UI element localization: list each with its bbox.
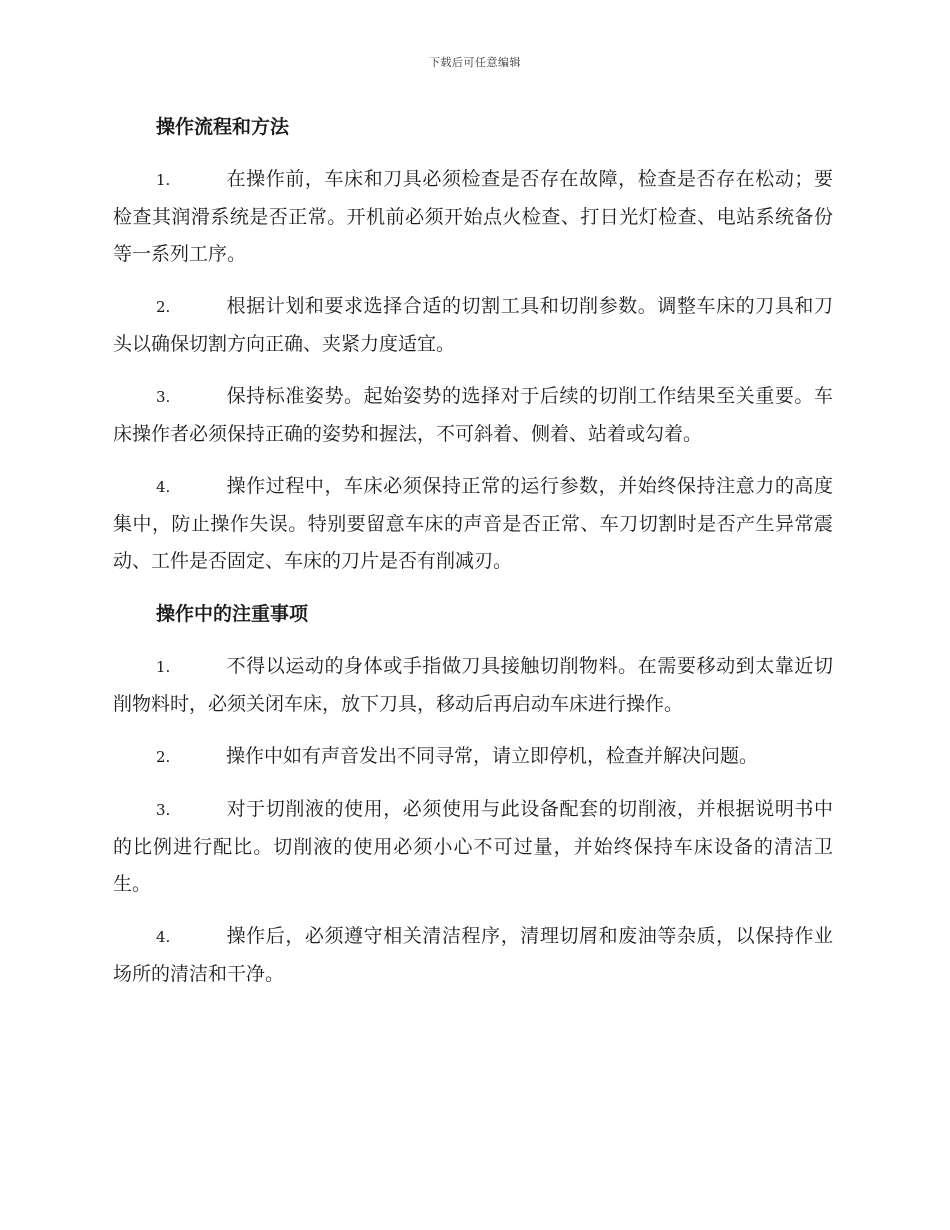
list-text: 保持标准姿势。起始姿势的选择对于后续的切削工作结果至关重要。车床操作者必须保持正确的姿势和握法，不可斜着、侧着、站着或勾着。 bbox=[113, 385, 833, 445]
list-item bbox=[113, 161, 833, 273]
list-item bbox=[113, 468, 833, 580]
list-number: 2. bbox=[156, 748, 171, 766]
page-header-note: 下载后可任意编辑 bbox=[429, 56, 521, 69]
list-text: 在操作前，车床和刀具必须检查是否存在故障，检查是否存在松动；要检查其润滑系统是否正常。开机前必须开始点火检查、打日光灯检查、电站系统备份等一系列工序。 bbox=[113, 168, 833, 265]
list-text: 对于切削液的使用，必须使用与此设备配套的切削液，并根据说明书中的比例进行配比。切削液的使用必须小心不可过量，并始终保持车床设备的清洁卫生。 bbox=[113, 798, 833, 895]
section-title: 操作中的注重事项 bbox=[156, 603, 309, 625]
list-number: 4. bbox=[156, 928, 171, 946]
list-text: 根据计划和要求选择合适的切割工具和切削参数。调整车床的刀具和刀头以确保切割方向正确、夹紧力度适宜。 bbox=[113, 295, 833, 355]
list-number: 3. bbox=[156, 801, 171, 819]
list-text: 操作后，必须遵守相关清洁程序，清理切屑和废油等杂质，以保持作业场所的清洁和干净。 bbox=[113, 925, 833, 985]
list-item bbox=[113, 288, 833, 363]
list-text: 操作过程中，车床必须保持正常的运行参数，并始终保持注意力的高度集中，防止操作失误。特别要留意车床的声音是否正常、车刀切割时是否产生异常震动、工件是否固定、车床的刀片是否有削减刃。 bbox=[113, 475, 833, 572]
list-number: 1. bbox=[156, 658, 171, 676]
list-number: 2. bbox=[156, 298, 171, 316]
list-item bbox=[113, 648, 833, 723]
list-item bbox=[113, 738, 833, 776]
list-number: 3. bbox=[156, 388, 171, 406]
list-item bbox=[113, 918, 833, 993]
section-procedure bbox=[113, 108, 833, 580]
list-text: 操作中如有声音发出不同寻常，请立即停机，检查并解决问题。 bbox=[226, 745, 759, 767]
list-number: 1. bbox=[156, 171, 171, 189]
list-number: 4. bbox=[156, 478, 171, 496]
section-precautions bbox=[113, 595, 833, 993]
list-item bbox=[113, 378, 833, 453]
section-title: 操作流程和方法 bbox=[156, 116, 290, 138]
list-item bbox=[113, 791, 833, 903]
list-text: 不得以运动的身体或手指做刀具接触切削物料。在需要移动到太靠近切削物料时，必须关闭车床，放下刀具，移动后再启动车床进行操作。 bbox=[113, 655, 833, 715]
document-body bbox=[113, 108, 833, 1008]
